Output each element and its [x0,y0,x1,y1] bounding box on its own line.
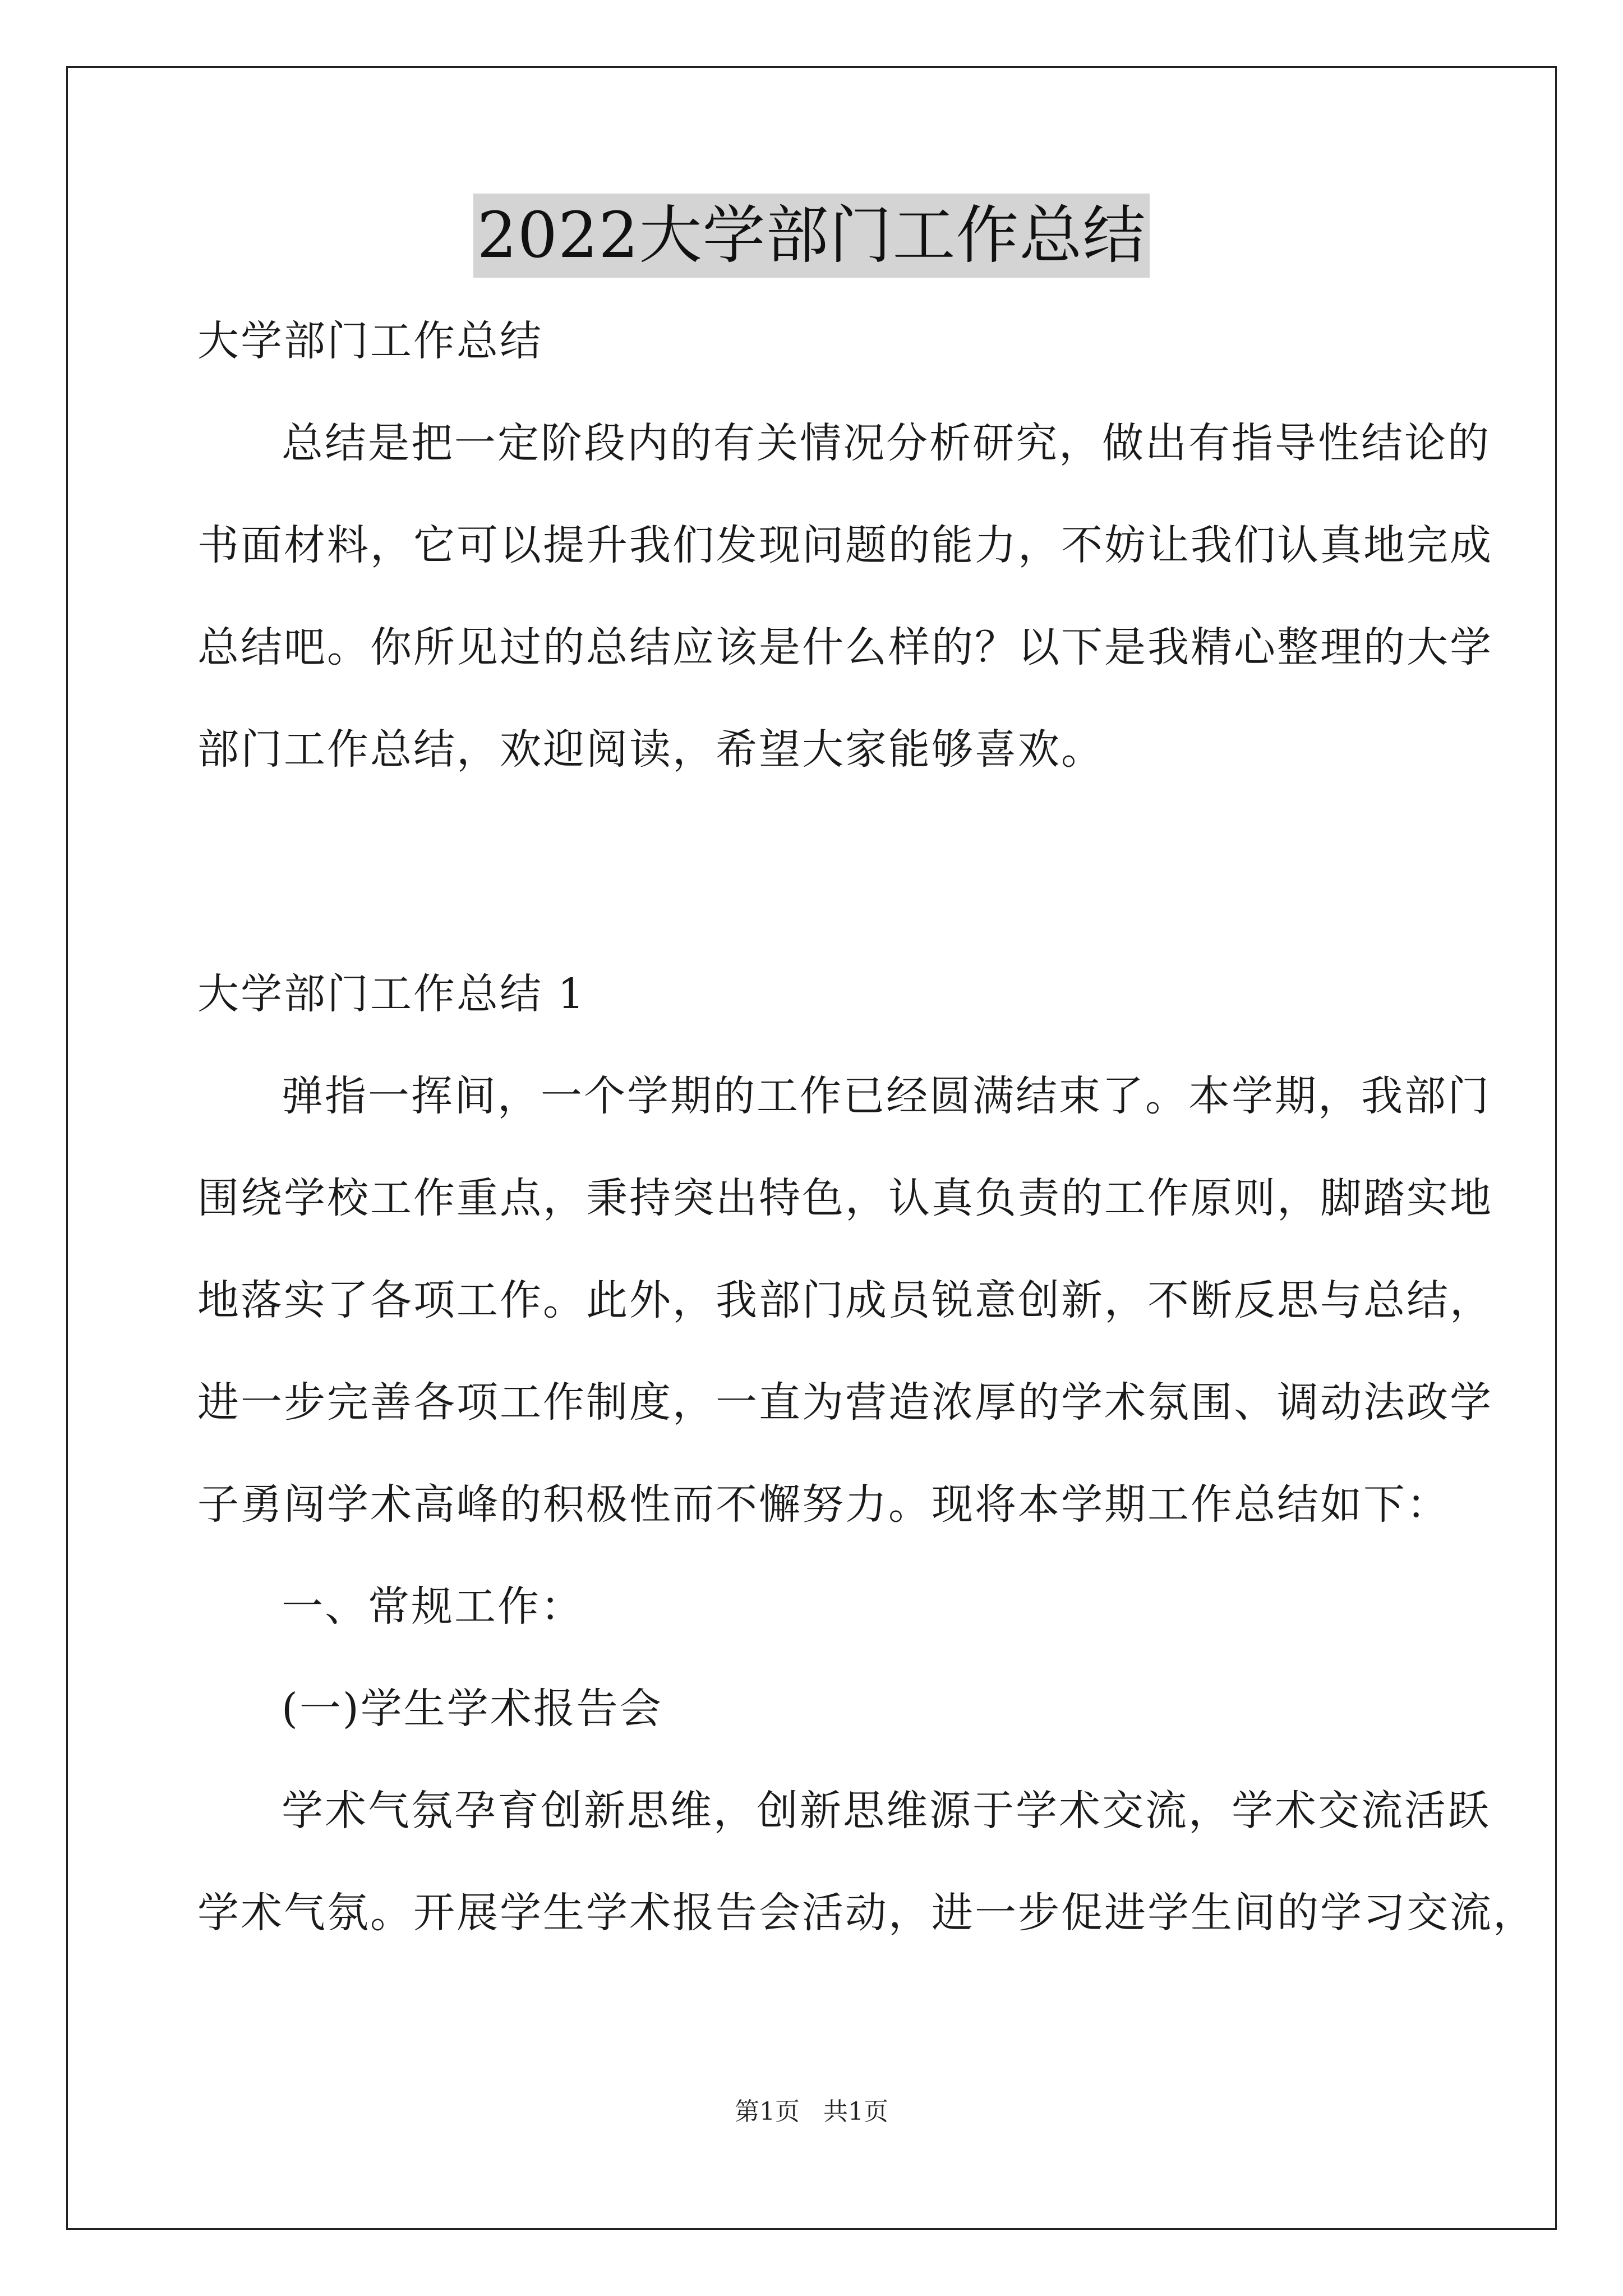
paragraph-line: 学术气氛孕育创新思维，创新思维源于学术交流，学术交流活跃 [282,1787,1491,1835]
paragraph-line: 地落实了各项工作。此外，我部门成员锐意创新，不断反思与总结， [197,1276,1493,1324]
paragraph-line: 总结吧。你所见过的总结应该是什么样的？以下是我精心整理的大学 [197,623,1493,671]
paragraph-line: 部门工作总结，欢迎阅读，希望大家能够喜欢。 [197,725,1104,774]
page-footer: 第1页 共1页 [735,2097,888,2126]
section-heading: 大学部门工作总结 [197,317,543,365]
subheading: (一)学生学术报告会 [282,1685,663,1733]
paragraph-line: 子勇闯学术高峰的积极性而不懈努力。现将本学期工作总结如下： [197,1480,1450,1529]
paragraph-line: 进一步完善各项工作制度，一直为营造浓厚的学术氛围、调动法政学 [197,1378,1493,1427]
subheading: 一、常规工作： [282,1582,584,1631]
paragraph-line: 书面材料，它可以提升我们发现问题的能力，不妨让我们认真地完成 [197,521,1493,569]
title-container [0,194,1623,278]
paragraph-line: 弹指一挥间，一个学期的工作已经圆满结束了。本学期，我部门 [282,1072,1491,1120]
paragraph-line: 学术气氛。开展学生学术报告会活动，进一步促进学生间的学习交流， [197,1889,1536,1937]
paragraph-line: 围绕学校工作重点，秉持突出特色，认真负责的工作原则，脚踏实地 [197,1174,1493,1222]
section-heading: 大学部门工作总结 1 [197,970,586,1018]
paragraph-line: 总结是把一定阶段内的有关情况分析研究，做出有指导性结论的 [282,419,1491,467]
document-title: 2022大学部门工作总结 [473,194,1149,278]
